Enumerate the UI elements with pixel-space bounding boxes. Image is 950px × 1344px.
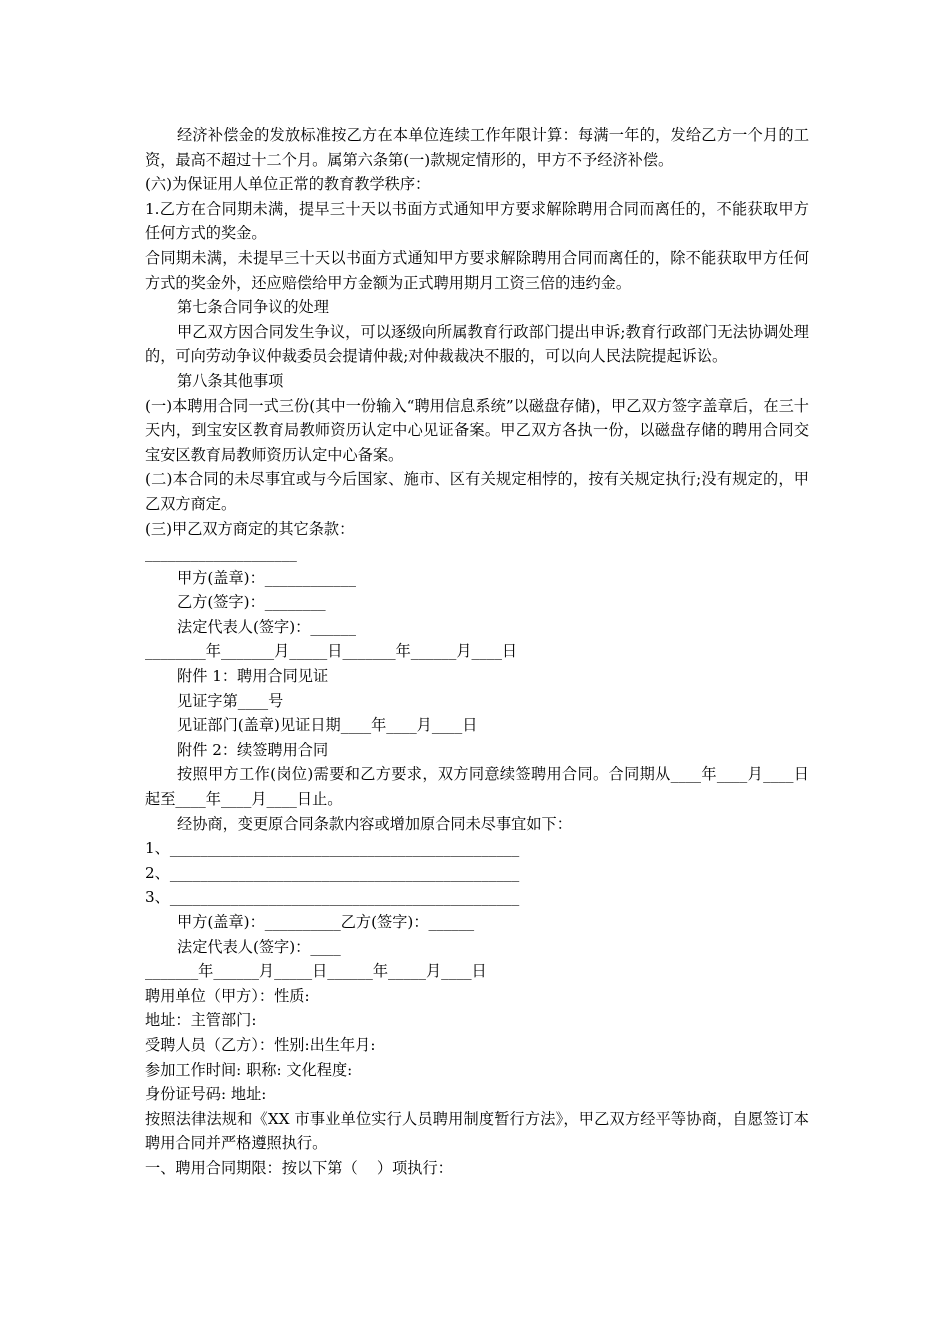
renewal-signatures: 甲方(盖章)：__________乙方(签字)：______ bbox=[177, 913, 475, 931]
article-7-title: 第七条合同争议的处理 bbox=[177, 298, 329, 317]
article-8-item-3: (三)甲乙双方商定的其它条款： bbox=[145, 519, 355, 538]
work-info: 参加工作时间: 职称: 文化程度: bbox=[145, 1060, 353, 1079]
employer-info: 聘用单位（甲方）：性质: bbox=[145, 986, 310, 1005]
date-line: ________年_______月_____日_______年______月____日 bbox=[145, 642, 518, 661]
article-8-item-2: (二)本合同的未尽事宜或与今后国家、施市、区有关规定相悖的，按有关规定执行;没有规定的，甲乙双方商定。 bbox=[145, 470, 809, 513]
clause-6-heading: (六)为保证用人单位正常的教育教学秩序： bbox=[145, 175, 431, 194]
article-8-item-1: (一)本聘用合同一式三份(其中一份输入“聘用信息系统”以磁盘存储)，甲乙双方签字盖章后，在三十天内，到宝安区教育局教师资历认定中心见证备案。甲乙双方各执一份，以磁盘存储的聘用合同交宝安区教育局教师资历认定中心备案。 bbox=[145, 396, 809, 464]
renewal-paragraph: 按照甲方工作(岗位)需要和乙方要求，双方同意续签聘用合同。合同期从____年____月____日起至____年____月____日止。 bbox=[145, 765, 809, 809]
clause-6-item-1: 1.乙方在合同期未满，提早三十天以书面方式通知甲方要求解除聘用合同而离任的，不能获取甲方任何方式的奖金。 bbox=[145, 199, 809, 243]
change-item-3: 3、______________________________________________ bbox=[145, 888, 520, 907]
id-info: 身份证号码: 地址: bbox=[145, 1085, 267, 1104]
party-a-seal: 甲方(盖章)：____________ bbox=[177, 568, 356, 587]
legal-basis: 按照法律法规和《XX 市事业单位实行人员聘用制度暂行方法》，甲乙双方经平等协商，自愿签订本聘用合同并严格遵照执行。 bbox=[145, 1109, 809, 1153]
party-b-signature: 乙方(签字)：________ bbox=[177, 593, 326, 612]
witness-date: 见证部门(盖章)见证日期____年____月____日 bbox=[177, 716, 478, 735]
clause-6-item-2: 合同期未满，未提早三十天以书面方式通知甲方要求解除聘用合同而离任的，除不能获取甲方任何方式的奖金外，还应赔偿给甲方金额为正式聘用期月工资三倍的违约金。 bbox=[145, 248, 809, 292]
change-item-1: 1、______________________________________________ bbox=[145, 839, 520, 858]
legal-rep-signature: 法定代表人(签字)：______ bbox=[177, 617, 356, 636]
document-page bbox=[145, 123, 809, 1181]
attachment-1-title: 附件 1：聘用合同见证 bbox=[177, 667, 329, 686]
blank-line: ____________________ bbox=[145, 544, 297, 563]
change-item-2: 2、______________________________________________ bbox=[145, 863, 520, 882]
renewal-date-line: _______年______月_____日______年_____月____日 bbox=[145, 962, 487, 981]
witness-number: 见证字第____号 bbox=[177, 691, 284, 710]
article-8-title: 第八条其他事项 bbox=[177, 371, 284, 390]
paragraph-compensation: 经济补偿金的发放标准按乙方在本单位连续工作年限计算：每满一年的，发给乙方一个月的工资，最高不超过十二个月。属第六条第(一)款规定情形的，甲方不予经济补偿。 bbox=[145, 126, 809, 169]
address-info: 地址：主管部门: bbox=[145, 1011, 257, 1030]
contract-term-heading: 一、聘用合同期限：按以下第（ ）项执行： bbox=[145, 1158, 453, 1177]
employee-info: 受聘人员（乙方）：性别:出生年月: bbox=[145, 1035, 376, 1054]
changes-intro: 经协商，变更原合同条款内容或增加原合同未尽事宜如下： bbox=[177, 814, 572, 833]
attachment-2-title: 附件 2：续签聘用合同 bbox=[177, 740, 329, 759]
renewal-legal-rep: 法定代表人(签字)：____ bbox=[177, 937, 341, 956]
article-7-body: 甲乙双方因合同发生争议，可以逐级向所属教育行政部门提出申诉;教育行政部门无法协调处理的，可向劳动争议仲裁委员会提请仲裁;对仲裁裁决不服的，可以向人民法院提起诉讼。 bbox=[145, 322, 809, 366]
